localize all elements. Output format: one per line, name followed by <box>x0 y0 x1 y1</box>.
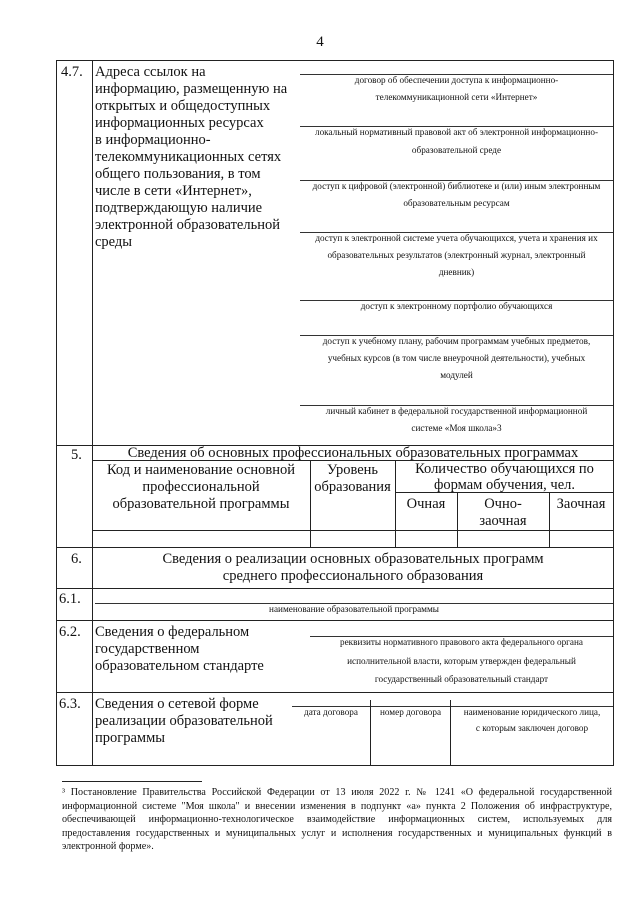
row-5-number: 5. <box>71 447 82 463</box>
footnote-separator <box>62 781 202 782</box>
row-4-7-number: 4.7. <box>61 64 83 80</box>
row-6-2-number: 6.2. <box>59 624 81 640</box>
subcol-full-time: Очная <box>406 496 446 512</box>
row-5-title: Сведения об основных профессиональных образовательных программах <box>127 445 579 461</box>
row-6-3-number: 6.3. <box>59 696 81 712</box>
page-number: 4 <box>316 34 324 50</box>
row-6-number: 6. <box>71 551 82 567</box>
footnote: ³ Постановление Правительства Российской Федерации от 13 июля 2022 г. № 1241 «О федеральной государственной информационной системе "Моя школа" и внесении изменения в подпункт «а» пункта 2 Положения об инфраструктуре, обеспечивающей информационно-технологическое взаимодействие информационных систем, используемых для предоставления государственных и муниципальных услуг и исполнения государственных и муниципальных функций в электронной форме». <box>62 787 612 852</box>
subcol-extramural: Заочная <box>556 496 606 512</box>
row-6-1-number: 6.1. <box>59 591 81 607</box>
